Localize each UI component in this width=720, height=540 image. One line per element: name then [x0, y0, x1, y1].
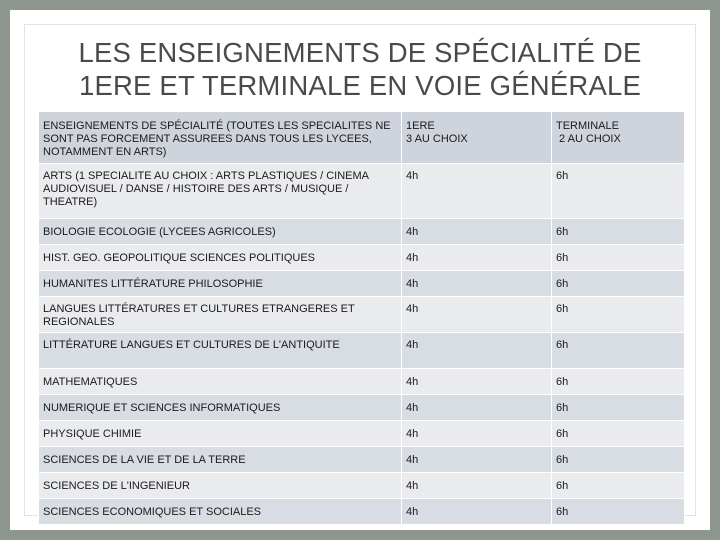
- specialty-table: [38, 111, 685, 525]
- premiere-hours: 4h: [402, 219, 552, 245]
- slide-title-line-1: LES ENSEIGNEMENTS DE SPÉCIALITÉ DE: [78, 37, 642, 68]
- table-row: [39, 164, 685, 219]
- table-row: [39, 333, 685, 369]
- terminale-hours: 6h: [552, 369, 685, 395]
- premiere-hours: 4h: [402, 473, 552, 499]
- slide-title-line-2: 1ERE ET TERMINALE EN VOIE GÉNÉRALE: [78, 70, 642, 101]
- specialty-name: SCIENCES DE LA VIE ET DE LA TERRE: [39, 447, 402, 473]
- specialty-name: PHYSIQUE CHIMIE: [39, 421, 402, 447]
- specialty-name: MATHEMATIQUES: [39, 369, 402, 395]
- terminale-hours: 6h: [552, 245, 685, 271]
- premiere-hours: 4h: [402, 499, 552, 525]
- specialty-name: SCIENCES ECONOMIQUES ET SOCIALES: [39, 499, 402, 525]
- header-terminale: [552, 112, 685, 164]
- premiere-hours: 4h: [402, 447, 552, 473]
- table-row: [39, 271, 685, 297]
- terminale-hours: 6h: [552, 473, 685, 499]
- specialty-name: NUMERIQUE ET SCIENCES INFORMATIQUES: [39, 395, 402, 421]
- header-terminale-title: TERMINALE: [556, 120, 619, 132]
- terminale-hours: 6h: [552, 499, 685, 525]
- terminale-hours: 6h: [552, 333, 685, 369]
- premiere-hours: 4h: [402, 333, 552, 369]
- slide-title: [36, 36, 684, 102]
- table-row: [39, 395, 685, 421]
- table-row: [39, 219, 685, 245]
- header-specialty: [39, 112, 402, 164]
- premiere-hours: 4h: [402, 395, 552, 421]
- header-terminale-choice: 2 AU CHOIX: [556, 133, 621, 145]
- terminale-hours: 6h: [552, 219, 685, 245]
- premiere-hours: 4h: [402, 245, 552, 271]
- specialty-name: HIST. GEO. GEOPOLITIQUE SCIENCES POLITIQUES: [39, 245, 402, 271]
- table-row: [39, 421, 685, 447]
- header-premiere-choice: 3 AU CHOIX: [406, 133, 468, 145]
- table-row: [39, 297, 685, 333]
- header-premiere: [402, 112, 552, 164]
- table-row: [39, 473, 685, 499]
- premiere-hours: 4h: [402, 164, 552, 219]
- terminale-hours: 6h: [552, 447, 685, 473]
- specialty-name: HUMANITES LITTÉRATURE PHILOSOPHIE: [39, 271, 402, 297]
- specialty-name: SCIENCES DE L'INGENIEUR: [39, 473, 402, 499]
- specialty-name: ARTS (1 SPECIALITE AU CHOIX : ARTS PLASTIQUES / CINEMA AUDIOVISUEL / DANSE / HISTOIRE DES ARTS / MUSIQUE / THEATRE): [39, 164, 402, 219]
- table-row: [39, 369, 685, 395]
- table-row: [39, 245, 685, 271]
- premiere-hours: 4h: [402, 369, 552, 395]
- terminale-hours: 6h: [552, 421, 685, 447]
- header-specialty-label: ENSEIGNEMENTS DE SPÉCIALITÉ (TOUTES LES SPECIALITES NE SONT PAS FORCEMENT ASSUREES DANS TOUS LES LYCEES, NOTAMMENT EN ARTS): [43, 120, 391, 158]
- table-header-row: [39, 112, 685, 164]
- terminale-hours: 6h: [552, 297, 685, 333]
- specialty-name: LITTÉRATURE LANGUES ET CULTURES DE L'ANTIQUITE: [39, 333, 402, 369]
- terminale-hours: 6h: [552, 164, 685, 219]
- specialty-name: BIOLOGIE ECOLOGIE (LYCEES AGRICOLES): [39, 219, 402, 245]
- premiere-hours: 4h: [402, 271, 552, 297]
- premiere-hours: 4h: [402, 421, 552, 447]
- table-row: [39, 499, 685, 525]
- table-row: [39, 447, 685, 473]
- specialty-name: LANGUES LITTÉRATURES ET CULTURES ETRANGERES ET REGIONALES: [39, 297, 402, 333]
- header-premiere-title: 1ERE: [406, 120, 435, 132]
- premiere-hours: 4h: [402, 297, 552, 333]
- terminale-hours: 6h: [552, 395, 685, 421]
- terminale-hours: 6h: [552, 271, 685, 297]
